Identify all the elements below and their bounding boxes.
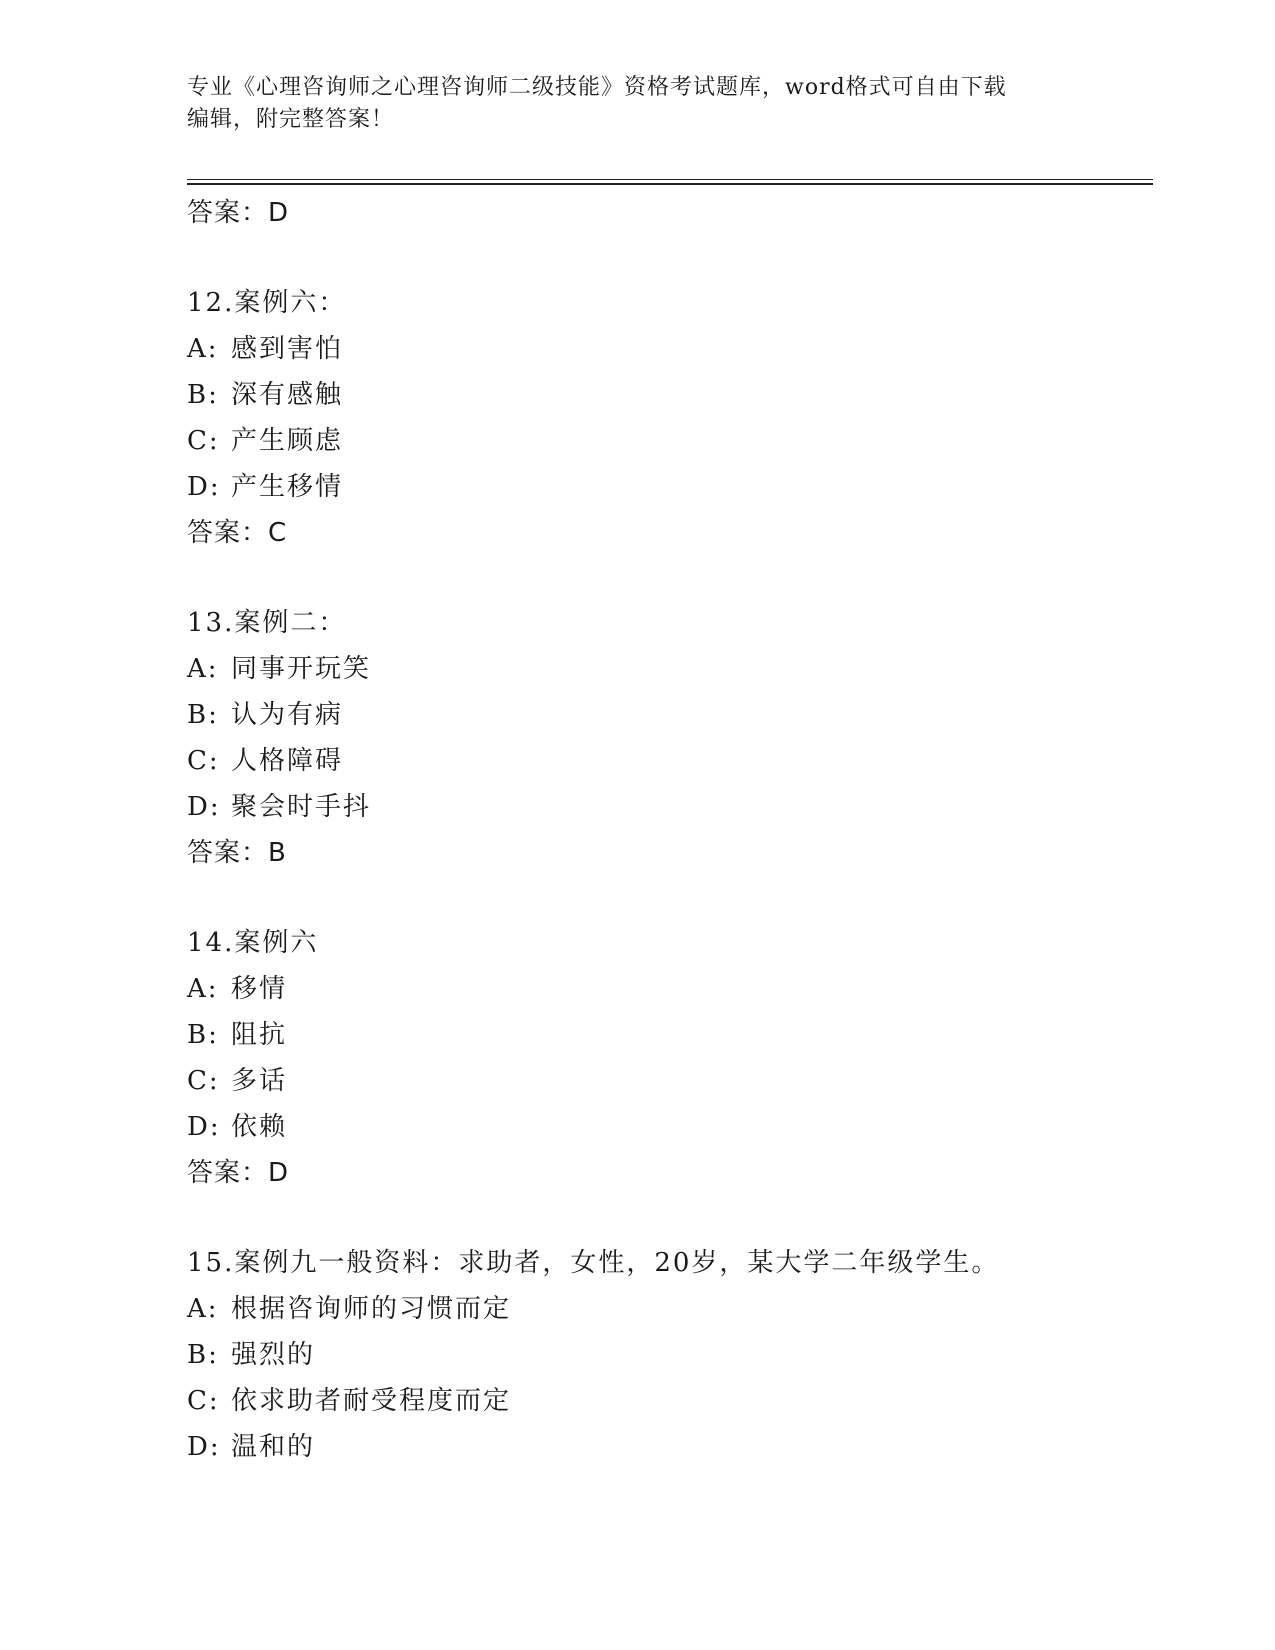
option-key: A:	[187, 334, 219, 364]
option-text: 感到害怕	[231, 334, 344, 364]
question-list	[187, 190, 1147, 1470]
option-key: B:	[187, 700, 219, 730]
option-a	[187, 326, 1147, 372]
option-key: C:	[187, 1386, 220, 1416]
question-block	[187, 920, 1147, 1196]
option-text: 移情	[231, 974, 288, 1004]
option-a	[187, 1286, 1147, 1332]
option-key: D:	[187, 472, 221, 502]
option-key: B:	[187, 1020, 219, 1050]
option-text: 温和的	[231, 1432, 316, 1462]
option-text: 产生顾虑	[231, 426, 344, 456]
question-stem: 13.案例二：	[187, 608, 347, 638]
previous-answer: 答案：D	[187, 198, 290, 228]
option-key: A:	[187, 1294, 219, 1324]
header-line-2: 编辑，附完整答案！	[187, 107, 395, 132]
option-d	[187, 1424, 1147, 1470]
option-b	[187, 692, 1147, 738]
option-key: A:	[187, 974, 219, 1004]
option-key: D:	[187, 1112, 221, 1142]
answer-line: 答案：D	[187, 1158, 290, 1188]
option-d	[187, 464, 1147, 510]
option-text: 依赖	[231, 1112, 288, 1142]
option-c	[187, 1378, 1147, 1424]
option-text: 聚会时手抖	[231, 792, 372, 822]
option-key: D:	[187, 1432, 221, 1462]
header-line-1: 专业《心理咨询师之心理咨询师二级技能》资格考试题库，word格式可自由下载	[187, 75, 1007, 100]
header-divider-thin	[187, 179, 1153, 180]
question-block	[187, 280, 1147, 556]
option-c	[187, 738, 1147, 784]
option-key: B:	[187, 380, 219, 410]
option-key: C:	[187, 746, 220, 776]
option-key: D:	[187, 792, 221, 822]
question-block	[187, 1240, 1147, 1470]
option-text: 同事开玩笑	[231, 654, 372, 684]
option-d	[187, 784, 1147, 830]
question-stem: 12.案例六：	[187, 288, 347, 318]
option-c	[187, 418, 1147, 464]
option-b	[187, 1012, 1147, 1058]
option-text: 深有感触	[231, 380, 344, 410]
option-d	[187, 1104, 1147, 1150]
document-header	[187, 72, 1067, 136]
option-text: 依求助者耐受程度而定	[231, 1386, 512, 1416]
option-text: 根据咨询师的习惯而定	[231, 1294, 512, 1324]
option-b	[187, 1332, 1147, 1378]
option-a	[187, 646, 1147, 692]
option-key: C:	[187, 426, 220, 456]
answer-line: 答案：B	[187, 838, 287, 868]
header-divider-thick	[187, 183, 1153, 185]
option-key: C:	[187, 1066, 220, 1096]
question-stem: 14.案例六	[187, 928, 319, 958]
question-stem: 15.案例九一般资料：求助者，女性，20岁，某大学二年级学生。	[187, 1248, 1000, 1278]
option-key: A:	[187, 654, 219, 684]
option-key: B:	[187, 1340, 219, 1370]
answer-line: 答案：C	[187, 518, 288, 548]
option-text: 人格障碍	[231, 746, 344, 776]
option-c	[187, 1058, 1147, 1104]
option-text: 多话	[231, 1066, 288, 1096]
option-text: 认为有病	[231, 700, 344, 730]
option-b	[187, 372, 1147, 418]
option-text: 产生移情	[231, 472, 344, 502]
option-a	[187, 966, 1147, 1012]
option-text: 强烈的	[231, 1340, 316, 1370]
option-text: 阻抗	[231, 1020, 288, 1050]
question-block	[187, 600, 1147, 876]
